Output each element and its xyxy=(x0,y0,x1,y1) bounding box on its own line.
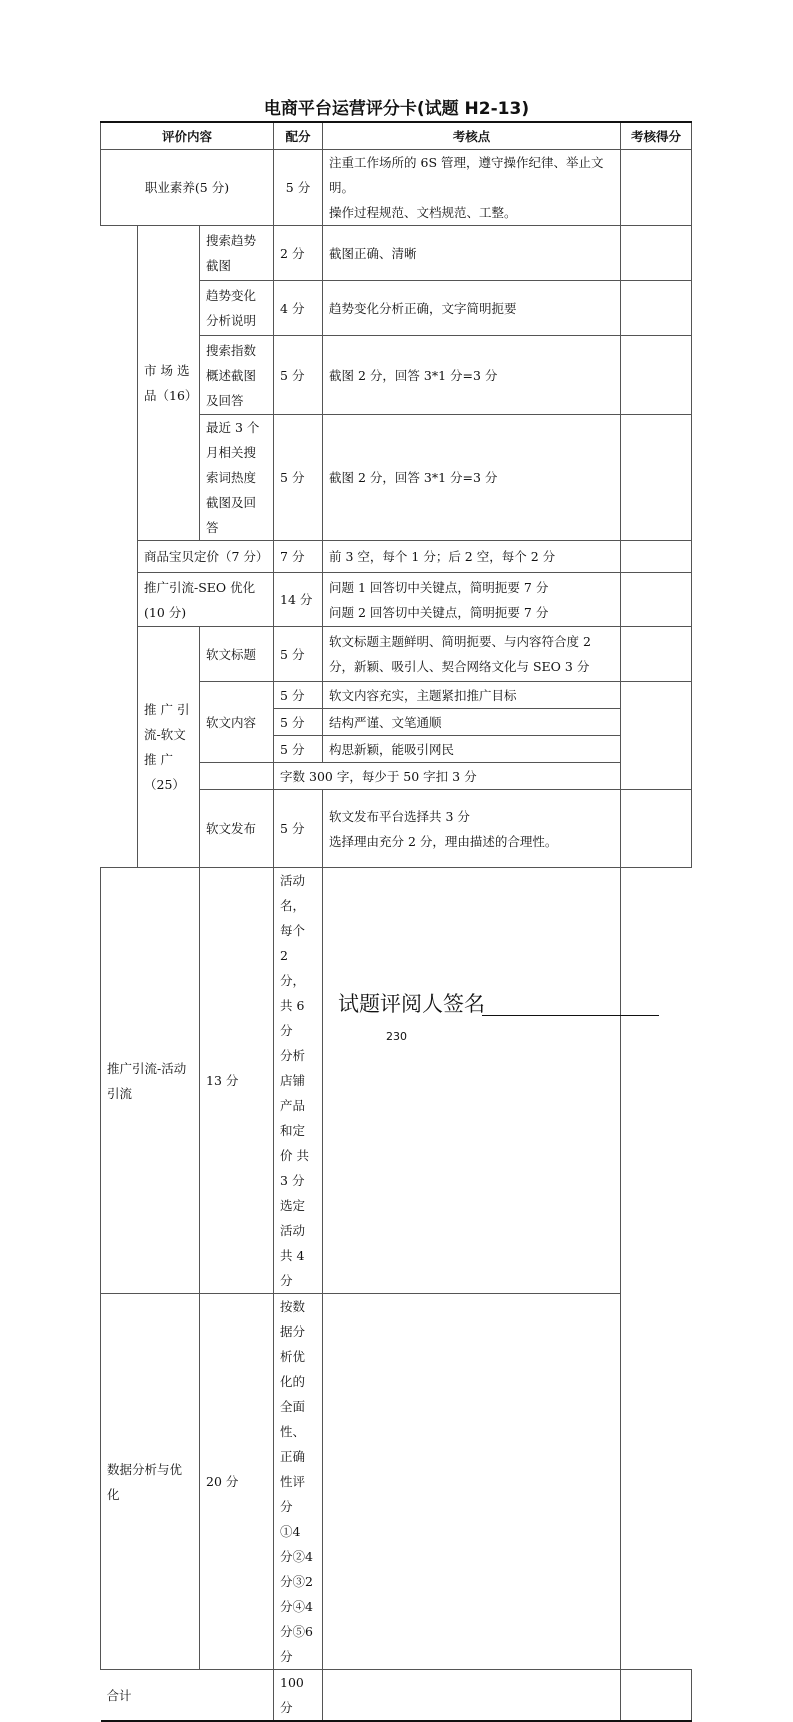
header-earned: 考核得分 xyxy=(621,122,692,150)
total-row xyxy=(101,1670,692,1722)
sub-label: 搜索指数概述截图及回答 xyxy=(200,336,274,415)
signature-label: 试题评阅人签名 xyxy=(338,992,485,1016)
sub-label: 软文发布 xyxy=(200,790,274,868)
row-score: 5 分 xyxy=(274,627,323,682)
row-earned xyxy=(621,226,692,281)
row-points: 活动名，每个 2 分，共 6 分 分析店铺产品和定价 共 3 分 选定活动 共 4 分 xyxy=(274,868,323,1294)
row-score: 5 分 xyxy=(274,150,323,226)
header-content: 评价内容 xyxy=(101,122,274,150)
row-points: 问题 1 回答切中关键点，简明扼要 7 分 问题 2 回答切中关键点，简明扼要 7 分 xyxy=(323,573,621,627)
row-label: 商品宝贝定价（7 分） xyxy=(138,541,274,573)
total-score: 100 分 xyxy=(274,1670,323,1722)
row-score: 5 分 xyxy=(274,415,323,541)
row-earned xyxy=(323,868,621,1294)
row-score: 5 分 xyxy=(274,682,323,709)
row-earned xyxy=(621,682,692,790)
group-label-market: 市 场 选 品（16） xyxy=(138,226,200,541)
sub-label: 趋势变化分析说明 xyxy=(200,281,274,336)
page-number: 230 xyxy=(386,1030,407,1043)
table-row xyxy=(101,627,692,682)
row-earned xyxy=(621,573,692,627)
signature-line[interactable] xyxy=(482,1015,659,1016)
sub-label: 软文内容 xyxy=(200,682,274,763)
row-points: 截图正确、清晰 xyxy=(323,226,621,281)
table-row xyxy=(101,868,692,1294)
row-label: 数据分析与优化 xyxy=(101,1294,200,1670)
row-label: 职业素养(5 分) xyxy=(101,150,274,226)
header-score: 配分 xyxy=(274,122,323,150)
row-points: 软文内容充实，主题紧扣推广目标 xyxy=(323,682,621,709)
row-score: 13 分 xyxy=(200,868,274,1294)
row-score: 5 分 xyxy=(274,790,323,868)
row-points: 结构严谨、文笔通顺 xyxy=(323,709,621,736)
page-title: 电商平台运营评分卡(试题 H2-13) xyxy=(263,99,530,119)
table-row xyxy=(101,541,692,573)
row-points: 软文标题主题鲜明、简明扼要、与内容符合度 2 分，新颖、吸引人、契合网络文化与 SEO 3 分 xyxy=(323,627,621,682)
row-points: 前 3 空，每个 1 分；后 2 空，每个 2 分 xyxy=(323,541,621,573)
total-label: 合计 xyxy=(101,1670,274,1722)
row-points: 注重工作场所的 6S 管理，遵守操作纪律、举止文明。 操作过程规范、文档规范、工整。 xyxy=(323,150,621,226)
row-earned xyxy=(621,790,692,868)
row-score: 14 分 xyxy=(274,573,323,627)
header-row xyxy=(101,122,692,150)
table-row xyxy=(101,226,692,281)
sub-label: 搜索趋势截图 xyxy=(200,226,274,281)
note-spacer xyxy=(200,763,274,790)
table-row xyxy=(101,573,692,627)
table-row xyxy=(101,1294,692,1670)
row-points: 构思新颖，能吸引网民 xyxy=(323,736,621,763)
row-label: 推广引流-SEO 优化(10 分) xyxy=(138,573,274,627)
group-label-softarticle: 推 广 引 流-软文 推 广 （25） xyxy=(138,627,200,868)
row-score: 7 分 xyxy=(274,541,323,573)
indent-cell xyxy=(101,226,138,868)
total-points xyxy=(323,1670,621,1722)
row-score: 4 分 xyxy=(274,281,323,336)
row-score: 5 分 xyxy=(274,336,323,415)
row-score: 2 分 xyxy=(274,226,323,281)
row-score: 5 分 xyxy=(274,709,323,736)
header-points: 考核点 xyxy=(323,122,621,150)
row-score: 5 分 xyxy=(274,736,323,763)
row-label: 推广引流-活动引流 xyxy=(101,868,200,1294)
row-note: 字数 300 字，每少于 50 字扣 3 分 xyxy=(274,763,621,790)
score-card-table xyxy=(100,121,692,1722)
sub-label: 最近 3 个月相关搜索词热度截图及回答 xyxy=(200,415,274,541)
row-earned xyxy=(621,415,692,541)
row-earned xyxy=(621,541,692,573)
total-earned xyxy=(621,1670,692,1722)
row-points: 按数据分析优化的全面性、正确性评分 ①4 分②4 分③2 分④4 分⑤6 分 xyxy=(274,1294,323,1670)
row-score: 20 分 xyxy=(200,1294,274,1670)
row-earned xyxy=(621,150,692,226)
row-earned xyxy=(323,1294,621,1670)
row-earned xyxy=(621,336,692,415)
sub-label: 软文标题 xyxy=(200,627,274,682)
row-earned xyxy=(621,281,692,336)
table-row xyxy=(101,150,692,226)
row-points: 截图 2 分，回答 3*1 分=3 分 xyxy=(323,336,621,415)
row-points: 软文发布平台选择共 3 分 选择理由充分 2 分，理由描述的合理性。 xyxy=(323,790,621,868)
row-points: 截图 2 分，回答 3*1 分=3 分 xyxy=(323,415,621,541)
row-points: 趋势变化分析正确，文字简明扼要 xyxy=(323,281,621,336)
row-earned xyxy=(621,627,692,682)
